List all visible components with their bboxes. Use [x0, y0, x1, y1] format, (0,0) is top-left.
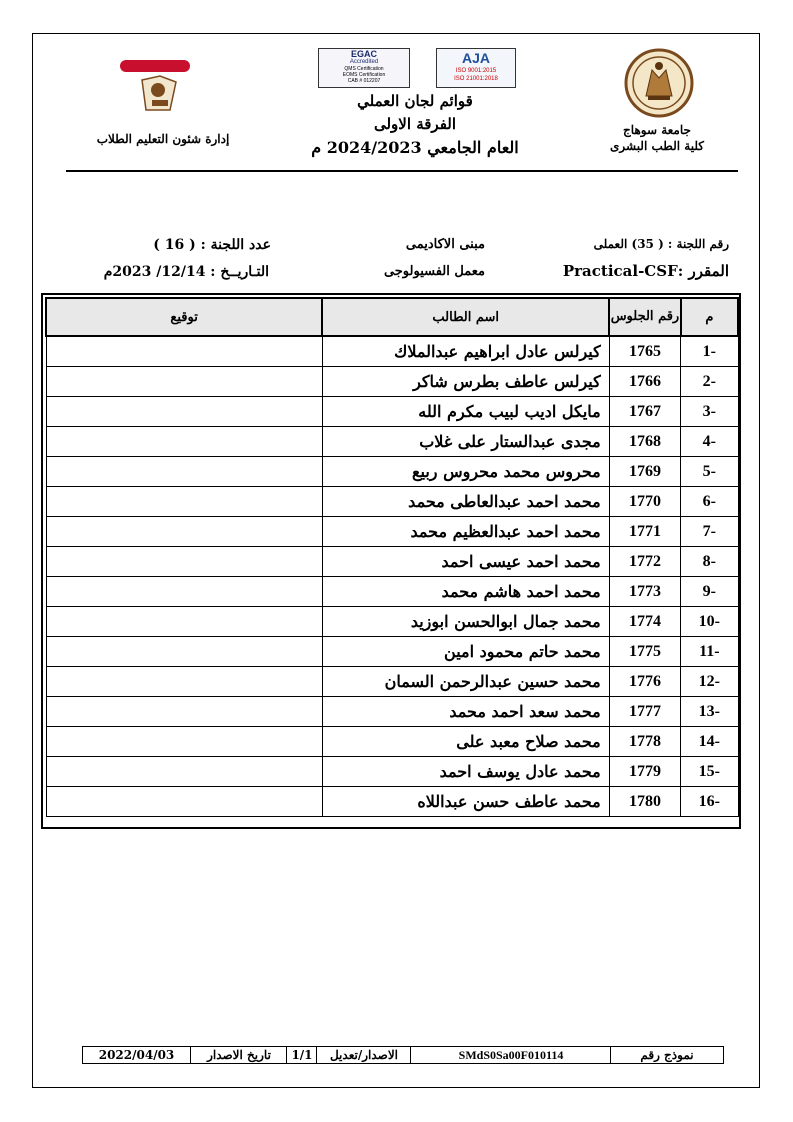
table-row: [46, 487, 738, 517]
header-signature: توقيع: [46, 298, 322, 336]
table-row: [46, 427, 738, 457]
table-row: [46, 607, 738, 637]
committee-number: رقم اللجنة : ( 35) العملى: [593, 237, 729, 251]
table-row: [46, 757, 738, 787]
aja-certification-logo: [436, 48, 516, 88]
aja-line-1: ISO 9001:2015: [455, 68, 497, 74]
title-line-1: قوائم لجان العملي: [357, 92, 473, 110]
student-name: محمد جمال ابوالحسن ابوزيد: [322, 607, 609, 637]
signature-cell: [46, 697, 322, 727]
row-number: -12: [681, 667, 738, 697]
seat-number: 1767: [609, 397, 680, 427]
university-name: جامعة سوهاج: [623, 123, 691, 137]
seat-number: 1769: [609, 457, 680, 487]
signature-cell: [46, 427, 322, 457]
student-name: محمد احمد عبدالعظيم محمد: [322, 517, 609, 547]
student-name: محمد صلاح معبد على: [322, 727, 609, 757]
signature-cell: [46, 487, 322, 517]
table-body: [46, 336, 738, 817]
row-number: -14: [681, 727, 738, 757]
signature-cell: [46, 457, 322, 487]
egac-line-1: QMS Certification: [344, 66, 384, 72]
table-row: [46, 547, 738, 577]
table-row: [46, 667, 738, 697]
seat-number: 1780: [609, 787, 680, 817]
aja-line-2: ISO 21001:2018: [454, 76, 498, 82]
table-row: [46, 457, 738, 487]
seat-number: 1768: [609, 427, 680, 457]
header-name: اسم الطالب: [322, 298, 609, 336]
footer-form-code: SMdS0Sa00F010114: [410, 1047, 611, 1063]
footer-version-value: 1/1: [286, 1047, 317, 1063]
student-name: محمد احمد عبدالعاطى محمد: [322, 487, 609, 517]
university-crest-logo: [624, 48, 694, 118]
document-title-block: [300, 90, 530, 159]
header-num: م: [681, 298, 738, 336]
committee-count: عدد اللجنة : ( 16 ): [153, 237, 271, 253]
signature-cell: [46, 787, 322, 817]
student-name: محمد سعد احمد محمد: [322, 697, 609, 727]
signature-cell: [46, 336, 322, 367]
seat-number: 1774: [609, 607, 680, 637]
seat-number: 1779: [609, 757, 680, 787]
seat-number: 1776: [609, 667, 680, 697]
seat-number: 1771: [609, 517, 680, 547]
footer-form-label: نموذج رقم: [610, 1047, 723, 1063]
row-number: -8: [681, 547, 738, 577]
seat-number: 1770: [609, 487, 680, 517]
signature-cell: [46, 397, 322, 427]
signature-cell: [46, 607, 322, 637]
student-name: محمد احمد هاشم محمد: [322, 577, 609, 607]
title-line-3: العام الجامعي 2024/2023 م: [311, 138, 519, 157]
row-number: -1: [681, 336, 738, 367]
signature-cell: [46, 727, 322, 757]
row-number: -13: [681, 697, 738, 727]
header-seat: رقم الجلوس: [609, 298, 680, 336]
row-number: -16: [681, 787, 738, 817]
students-table: [41, 293, 741, 829]
department-name: إدارة شئون التعليم الطلاب: [96, 132, 230, 146]
seat-number: 1765: [609, 336, 680, 367]
building-name: مبنى الاكاديمى: [405, 237, 485, 252]
table-row: [46, 787, 738, 817]
signature-cell: [46, 637, 322, 667]
table-header-row: [46, 298, 738, 336]
student-name: محروس محمد محروس ربيع: [322, 457, 609, 487]
row-number: -11: [681, 637, 738, 667]
table-row: [46, 637, 738, 667]
student-affairs-logo: [80, 52, 198, 122]
table-row: [46, 517, 738, 547]
signature-cell: [46, 577, 322, 607]
signature-cell: [46, 667, 322, 697]
footer-issue-label: تاريخ الاصدار: [190, 1047, 287, 1063]
seat-number: 1775: [609, 637, 680, 667]
row-number: -9: [681, 577, 738, 607]
form-footer: [82, 1046, 724, 1064]
seat-number: 1778: [609, 727, 680, 757]
row-number: -2: [681, 367, 738, 397]
row-number: -3: [681, 397, 738, 427]
row-number: -10: [681, 607, 738, 637]
seat-number: 1773: [609, 577, 680, 607]
table-row: [46, 367, 738, 397]
row-number: -7: [681, 517, 738, 547]
student-name: مجدى عبدالستار على غلاب: [322, 427, 609, 457]
signature-cell: [46, 517, 322, 547]
egac-certification-logo: [318, 48, 410, 88]
aja-brand: AJA: [461, 50, 490, 66]
egac-sub: Accredited: [349, 59, 379, 65]
seat-number: 1772: [609, 547, 680, 577]
table-row: [46, 336, 738, 367]
footer-issue-date: 2022/04/03: [98, 1048, 175, 1062]
table-row: [46, 727, 738, 757]
seat-number: 1777: [609, 697, 680, 727]
row-number: -15: [681, 757, 738, 787]
table-row: [46, 577, 738, 607]
signature-cell: [46, 367, 322, 397]
student-name: مايكل اديب لبيب مكرم الله: [322, 397, 609, 427]
footer-version-label: الاصدار/تعديل: [316, 1047, 411, 1063]
student-name: كيرلس عادل ابراهيم عبدالملاك: [322, 336, 609, 367]
table-row: [46, 397, 738, 427]
student-name: محمد عاطف حسن عبداللاه: [322, 787, 609, 817]
lab-name: معمل الفسيولوجى: [383, 264, 485, 279]
row-number: -5: [681, 457, 738, 487]
signature-cell: [46, 757, 322, 787]
row-number: -6: [681, 487, 738, 517]
university-name-block: [587, 122, 727, 154]
student-name: محمد عادل يوسف احمد: [322, 757, 609, 787]
exam-date: التـاريــخ : 12/14/ 2023م: [103, 264, 269, 280]
faculty-name: كلية الطب البشرى: [609, 139, 705, 153]
student-name: محمد حاتم محمود امين: [322, 637, 609, 667]
row-number: -4: [681, 427, 738, 457]
student-name: كيرلس عاطف بطرس شاكر: [322, 367, 609, 397]
table-row: [46, 697, 738, 727]
header-divider: [66, 170, 738, 172]
signature-cell: [46, 547, 322, 577]
seat-number: 1766: [609, 367, 680, 397]
title-line-2: الفرقة الاولى: [373, 115, 457, 133]
egac-line-2: EOMS Certification: [342, 72, 386, 78]
egac-line-3: CAB # 012207: [347, 78, 381, 84]
course-name: المقرر :Practical-CSF: [562, 262, 729, 280]
student-name: محمد حسين عبدالرحمن السمان: [322, 667, 609, 697]
egac-brand: EGAC: [350, 49, 377, 59]
student-name: محمد احمد عيسى احمد: [322, 547, 609, 577]
students-grid: [45, 297, 739, 817]
